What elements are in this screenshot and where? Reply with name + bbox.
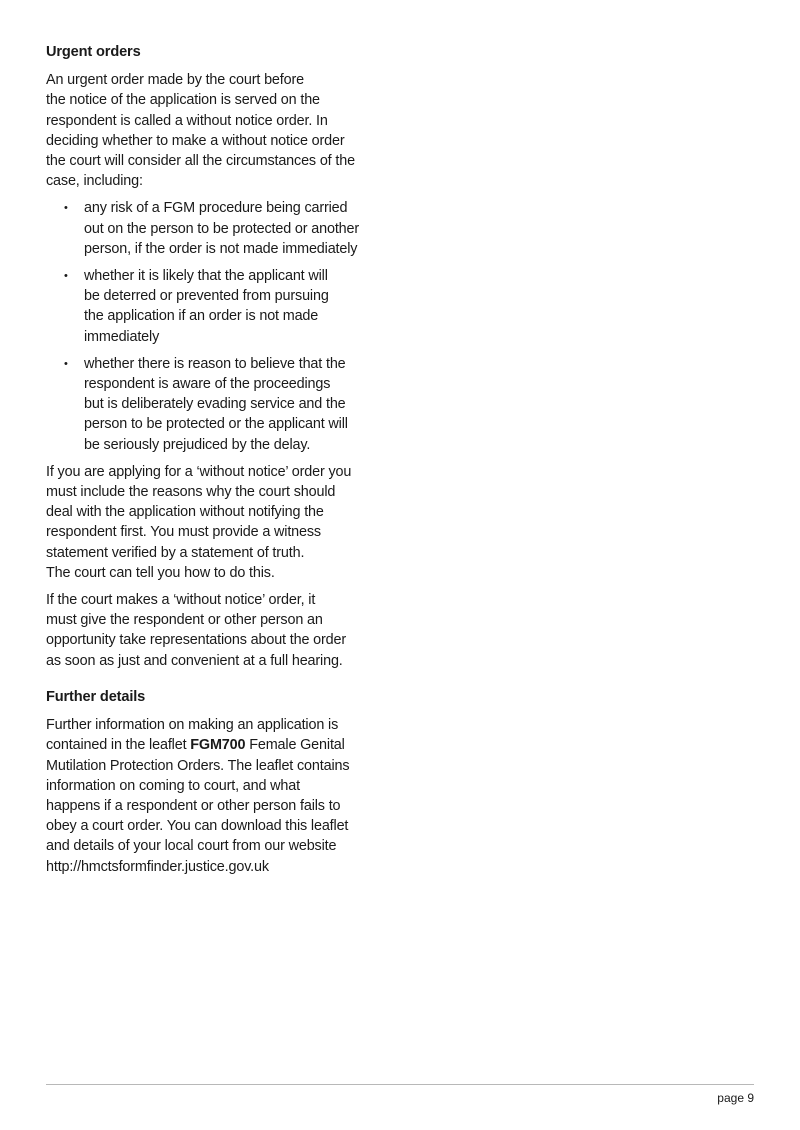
text-line: whether it is likely that the applicant will xyxy=(84,268,328,285)
heading-further-details: Further details xyxy=(46,688,146,705)
heading-urgent-orders: Urgent orders xyxy=(46,44,141,60)
text-line: immediately xyxy=(84,328,160,345)
text-line: deal with the application without notifying the xyxy=(46,504,324,521)
text-line: Further information on making an application is xyxy=(46,717,339,734)
bullet-icon: • xyxy=(64,357,68,370)
text-line: If you are applying for a ‘without notice’ order you xyxy=(46,463,352,480)
text-line: case, including: xyxy=(46,173,143,190)
list-item-risk xyxy=(46,198,392,259)
text-line: out on the person to be protected or another xyxy=(84,220,360,237)
text-line: information on coming to court, and what xyxy=(46,777,300,794)
list-item-deterred xyxy=(46,266,392,347)
text-line: and details of your local court from our website xyxy=(46,838,337,855)
text-line: If the court makes a ‘without notice’ order, it xyxy=(46,592,316,609)
circumstances-list xyxy=(46,198,392,454)
text-line: but is deliberately evading service and the xyxy=(84,396,346,413)
leaflet-code: FGM700 xyxy=(190,737,246,754)
text-line: as soon as just and convenient at a full hearing. xyxy=(46,652,343,669)
text-line: whether there is reason to believe that the xyxy=(84,355,346,372)
website-link[interactable]: http://hmctsformfinder.justice.gov.uk xyxy=(46,858,269,875)
text-line: respondent is called a without notice order. In xyxy=(46,112,328,129)
text-line: happens if a respondent or other person fails to xyxy=(46,797,341,814)
text-line: respondent is aware of the proceedings xyxy=(84,376,331,393)
text-line: must include the reasons why the court should xyxy=(46,484,336,501)
text-line: be deterred or prevented from pursuing xyxy=(84,288,329,305)
text-line-with-leaflet-code xyxy=(46,735,392,755)
urgent-intro-paragraph xyxy=(46,70,392,191)
without-notice-paragraph xyxy=(46,462,392,583)
text-line: the court will consider all the circumstances of the xyxy=(46,153,355,170)
further-details-paragraph xyxy=(46,715,392,877)
text-line: respondent first. You must provide a witness xyxy=(46,524,321,541)
text-line: the notice of the application is served on the xyxy=(46,92,320,109)
text-line: any risk of a FGM procedure being carried xyxy=(84,200,348,217)
text-line: obey a court order. You can download this leaflet xyxy=(46,818,349,835)
main-text-column xyxy=(46,42,392,884)
footer-divider xyxy=(46,1084,754,1085)
text-line: statement verified by a statement of truth. xyxy=(46,544,305,561)
text-line: must give the respondent or other person an xyxy=(46,612,323,629)
text-line: opportunity take representations about the order xyxy=(46,632,346,649)
text-line: deciding whether to make a without notice order xyxy=(46,132,345,149)
text-fragment: contained in the leaflet xyxy=(46,737,191,754)
text-line: An urgent order made by the court before xyxy=(46,72,304,89)
text-line: person to be protected or the applicant will xyxy=(84,416,348,433)
text-line: The court can tell you how to do this. xyxy=(46,564,275,581)
list-item-evading xyxy=(46,354,392,455)
text-line: person, if the order is not made immediately xyxy=(84,240,358,257)
court-order-paragraph xyxy=(46,590,392,671)
text-line: Mutilation Protection Orders. The leaflet contains xyxy=(46,757,350,774)
text-line: the application if an order is not made xyxy=(84,308,319,325)
bullet-icon: • xyxy=(64,270,68,283)
text-fragment: Female Genital xyxy=(245,737,345,754)
bullet-icon: • xyxy=(64,202,68,215)
page-number: page 9 xyxy=(717,1091,754,1105)
text-line: be seriously prejudiced by the delay. xyxy=(84,436,311,453)
